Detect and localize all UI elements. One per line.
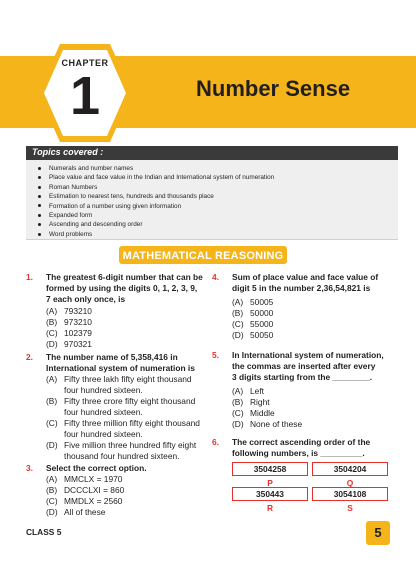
question-6 [212,437,392,517]
option-c[interactable]: (C) 102379 [46,328,92,338]
question-text: The greatest 6-digit number that can be formed by using the digits 0, 1, 2, 3, 9, 7 each only once, is [46,272,203,304]
bullet-icon [38,204,41,207]
question-text: The number name of 5,358,416 in International system of numeration is [46,352,195,373]
number-label-s: S [347,503,353,513]
option-b[interactable]: (B) 50000 [232,308,274,318]
section-title: MATHEMATICAL REASONING [122,250,284,262]
question-text: Sum of place value and face value of digit 5 in the number 2,36,54,821 is [232,272,379,293]
option-d[interactable]: (D) None of these [232,419,303,429]
option-a[interactable]: (A) 50005 [232,297,274,307]
bullet-icon [38,167,41,170]
option-c[interactable]: (C) MMDLX = 2560 [46,496,123,506]
topic-item: Formation of a number using given information [38,202,274,211]
number-box-q: 3504204 [312,462,388,476]
question-number: 5. [212,350,219,360]
topic-item: Word problems [38,230,274,239]
topics-heading: Topics covered : [32,147,104,157]
bullet-icon [38,195,41,198]
option-d[interactable]: (D) Five million three hundred fifty eight thousand four hundred sixteen. [46,440,197,461]
bullet-icon [38,176,41,179]
option-b[interactable]: (B) Fifty three crore fifty eight thousand four hundred sixteen. [46,396,196,417]
option-b[interactable]: (B) DCCCLXI = 860 [46,485,125,495]
topic-item: Ascending and descending order [38,220,274,229]
number-label-p: P [267,478,273,488]
bullet-icon [38,233,41,236]
option-d[interactable]: (D) All of these [46,507,106,517]
topic-item: Expanded form [38,211,274,220]
bullet-icon [38,214,41,217]
option-c[interactable]: (C) Fifty three million fifty eight thousand four hundred sixteen. [46,418,200,439]
section-banner [119,246,287,264]
question-number: 6. [212,437,219,447]
option-c[interactable]: (C) Middle [232,408,275,418]
number-box-r: 350443 [232,487,308,501]
number-label-q: Q [346,478,354,488]
option-b[interactable]: (B) Right [232,397,270,407]
topics-heading-bar [26,146,398,160]
bullet-icon [38,186,41,189]
option-d[interactable]: (D) 50050 [232,330,274,340]
topic-item: Numerals and number names [38,164,274,173]
number-label-r: R [266,503,274,513]
chapter-badge [36,42,134,144]
topic-item: Roman Numbers [38,183,274,192]
topics-box [26,160,398,240]
page-number-tab [366,521,390,545]
bullet-icon [38,223,41,226]
question-number: 4. [212,272,219,282]
option-a[interactable]: (A) 793210 [46,306,92,316]
page-title: Number Sense [196,76,351,101]
number-box-p: 3504258 [232,462,308,476]
chapter-number: 1 [69,66,101,126]
option-d[interactable]: (D) 970321 [46,339,92,349]
question-number: 3. [26,463,33,473]
option-c[interactable]: (C) 55000 [232,319,274,329]
question-text: In International system of numeration, the commas are inserted after every 3 digits starting from the ________. [232,350,384,382]
question-text: The correct ascending order of the following numbers, is _________. [232,437,371,458]
question-number: 1. [26,272,33,282]
option-b[interactable]: (B) 973210 [46,317,92,327]
question-text: Select the correct option. [46,463,147,473]
option-a[interactable]: (A) Left [232,386,264,396]
class-label: CLASS 5 [26,527,62,537]
question-number: 2. [26,352,33,362]
chapter-label: CHAPTER [61,58,109,68]
option-a[interactable]: (A) Fifty three lakh fifty eight thousand four hundred sixteen. [46,374,192,395]
number-box-s: 3054108 [312,487,388,501]
topic-item: Estimation to nearest tens, hundreds and thousands place [38,192,274,201]
topic-item: Place value and face value in the Indian and International system of numeration [38,173,274,182]
topics-list [38,164,274,239]
option-a[interactable]: (A) MMCLX = 1970 [46,474,123,484]
page-number: 5 [374,525,382,540]
